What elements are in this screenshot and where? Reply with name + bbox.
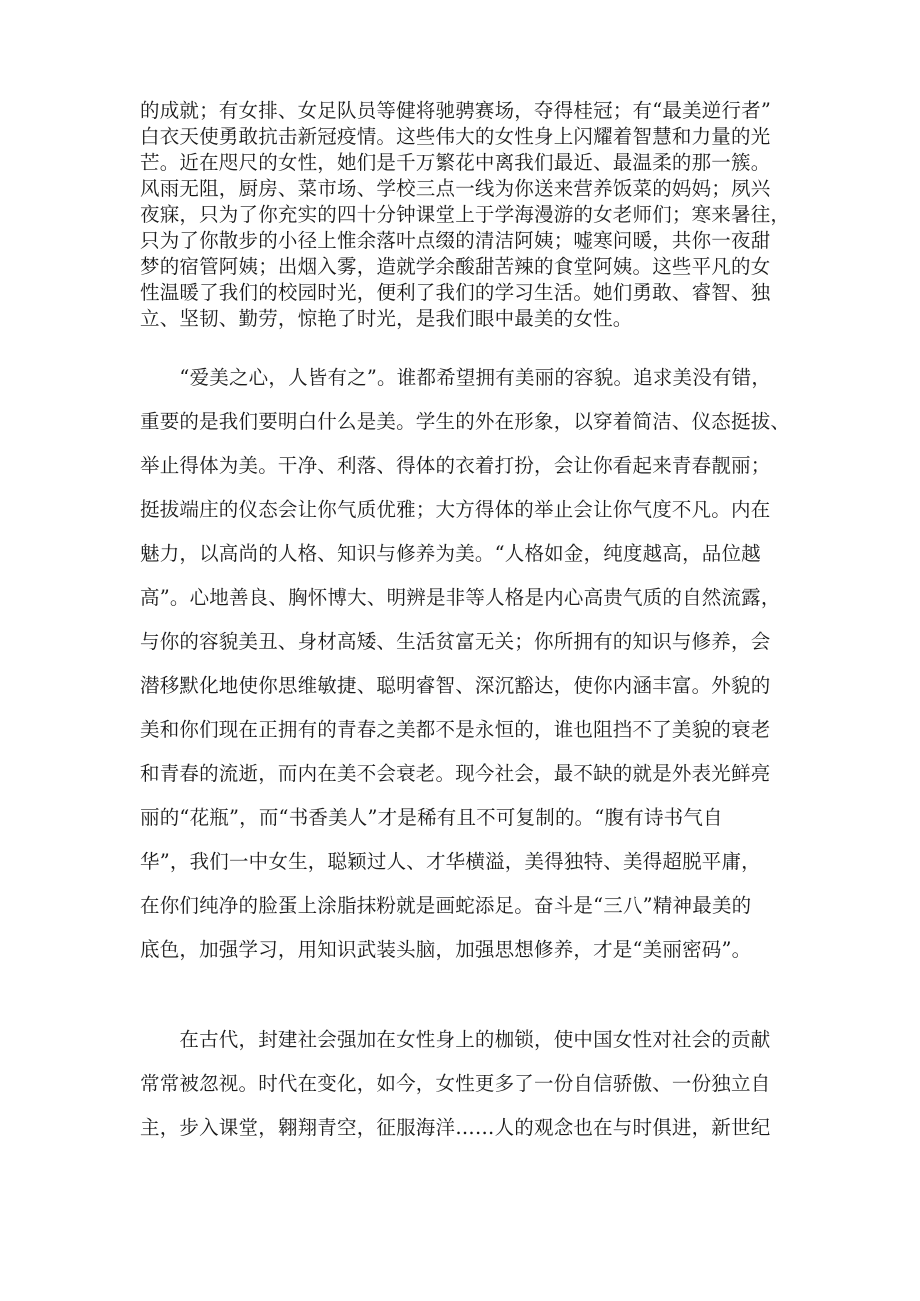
text-line: 举止得体为美。干净、利落、得体的衣着打扮，会让你看起来青春靓丽； bbox=[140, 454, 771, 477]
text-line: “爱美之心，人皆有之”。谁都希望拥有美丽的容貌。追求美没有错， bbox=[140, 366, 772, 389]
text-line: 美和你们现在正拥有的青春之美都不是永恒的，谁也阻挡不了美貌的衰老 bbox=[140, 718, 771, 741]
text-line: 只为了你散步的小径上惟余落叶点缀的清洁阿姨；嘘寒问暖，共你一夜甜 bbox=[140, 229, 771, 252]
text-line: 常常被忽视。时代在变化，如今，女性更多了一份自信骄傲、一份独立自 bbox=[140, 1072, 771, 1095]
paragraph-ancient-times bbox=[140, 1018, 792, 1150]
text-line: 风雨无阻，厨房、菜市场、学校三点一线为你送来营养饭菜的妈妈；夙兴 bbox=[140, 177, 771, 200]
paragraph-beauty bbox=[140, 356, 792, 972]
text-line: 芒。近在咫尺的女性，她们是千万繁花中离我们最近、最温柔的那一簇。 bbox=[140, 151, 771, 174]
text-line: 性温暖了我们的校园时光，便利了我们的学习生活。她们勇敢、睿智、独 bbox=[140, 281, 771, 304]
text-line: 华”，我们一中女生，聪颖过人、才华横溢，美得独特、美得超脱平庸， bbox=[140, 850, 761, 873]
text-line: 主，步入课堂，翱翔青空，征服海洋……人的观念也在与时俱进，新世纪 bbox=[140, 1116, 771, 1139]
text-line: 和青春的流逝，而内在美不会衰老。现今社会，最不缺的就是外表光鲜亮 bbox=[140, 762, 771, 785]
text-line: 在古代，封建社会强加在女性身上的枷锁，使中国女性对社会的贡献 bbox=[140, 1028, 771, 1051]
text-line: 底色，加强学习，用知识武装头脑，加强思想修养，才是“美丽密码”。 bbox=[140, 938, 752, 961]
text-line: 在你们纯净的脸蛋上涂脂抹粉就是画蛇添足。奋斗是“三八”精神最美的 bbox=[140, 894, 752, 917]
text-line: 重要的是我们要明白什么是美。学生的外在形象，以穿着简洁、仪态挺拔、 bbox=[140, 410, 791, 433]
text-line: 梦的宿管阿姨；出烟入雾，造就学余酸甜苦辣的食堂阿姨。这些平凡的女 bbox=[140, 255, 771, 278]
text-line: 魅力，以高尚的人格、知识与修养为美。“人格如金，纯度越高，品位越 bbox=[140, 542, 761, 565]
text-line: 挺拔端庄的仪态会让你气质优雅；大方得体的举止会让你气度不凡。内在 bbox=[140, 498, 771, 521]
text-line: 高”。心地善良、胸怀博大、明辨是非等人格是内心高贵气质的自然流露， bbox=[140, 586, 781, 609]
text-line: 潜移默化地使你思维敏捷、聪明睿智、深沉豁达，使你内涵丰富。外貌的 bbox=[140, 674, 771, 697]
text-line: 立、坚韧、勤劳，惊艳了时光，是我们眼中最美的女性。 bbox=[140, 307, 633, 330]
text-line: 的成就；有女排、女足队员等健将驰骋赛场，夺得桂冠；有“最美逆行者” bbox=[140, 99, 772, 122]
text-line: 丽的“花瓶”，而“书香美人”才是稀有且不可复制的。“腹有诗书气自 bbox=[140, 806, 723, 829]
text-line: 夜寐，只为了你充实的四十分钟课堂上于学海漫游的女老师们；寒来暑往， bbox=[140, 203, 791, 226]
text-line: 与你的容貌美丑、身材高矮、生活贫富无关；你所拥有的知识与修养，会 bbox=[140, 630, 771, 653]
text-line: 白衣天使勇敢抗击新冠疫情。这些伟大的女性身上闪耀着智慧和力量的光 bbox=[140, 125, 771, 148]
paragraph-women-achievements bbox=[140, 98, 792, 332]
